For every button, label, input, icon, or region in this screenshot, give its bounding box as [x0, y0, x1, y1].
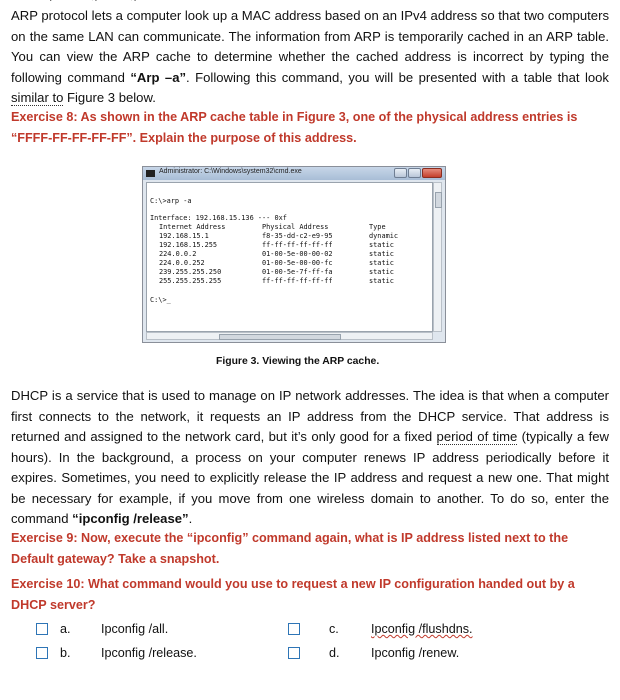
arp-row-ip: 192.168.15.255: [159, 241, 218, 249]
option-b-checkbox[interactable]: [36, 647, 48, 659]
cmd-prompt-line: C:\>arp -a: [150, 197, 192, 205]
header-physical-address: Physical Address: [262, 223, 329, 231]
cropped-header-text: [0, 0, 620, 1]
option-a-checkbox[interactable]: [36, 623, 48, 635]
arp-row-ip: 255.255.255.255: [159, 277, 222, 285]
arp-row-mac: 01-00-5e-7f-ff-fa: [262, 268, 333, 276]
cmd-window-figure: [142, 166, 446, 343]
arp-intro-paragraph: ARP protocol lets a computer look up a MAC address based on an IPv4 address so that two computers on the same LAN can communicate. The information from ARP is temporarily cached in an ARP table. You can view the ARP cache to determine whether the cached address is incorrect by typing the following command “Arp –a”. Following this command, you will be presented with a table that look similar to Figure 3 below.: [11, 8, 609, 105]
arp-row-type: static: [369, 241, 394, 249]
arp-row-mac: ff-ff-ff-ff-ff-ff: [262, 241, 333, 249]
arp-row-type: static: [369, 268, 394, 276]
option-c-text: Ipconfig /flushdns.: [371, 622, 473, 636]
vertical-scrollbar[interactable]: [433, 182, 442, 332]
arp-row-type: static: [369, 277, 394, 285]
option-b-text: Ipconfig /release.: [101, 646, 197, 660]
option-d-letter: d.: [329, 646, 340, 660]
header-internet-address: Internet Address: [159, 223, 226, 231]
arp-command: “Arp –a”: [130, 69, 187, 85]
arp-row-mac: f8-35-dd-c2-e9-95: [262, 232, 333, 240]
exercise-10: Exercise 10: What command would you use to request a new IP configuration handed out by a DHCP server?: [11, 577, 575, 612]
arp-row-mac: 01-00-5e-00-00-fc: [262, 259, 333, 267]
scroll-thumb[interactable]: [435, 192, 442, 208]
option-b-letter: b.: [60, 646, 71, 660]
arp-row-type: static: [369, 259, 394, 267]
maximize-icon: [408, 168, 421, 178]
arp-row-ip: 224.0.0.252: [159, 259, 205, 267]
option-a-letter: a.: [60, 622, 71, 636]
arp-row-ip: 192.168.15.1: [159, 232, 209, 240]
scroll-thumb[interactable]: [219, 334, 341, 340]
period-of-time-text: period of time: [436, 429, 518, 444]
option-d-text: Ipconfig /renew.: [371, 646, 460, 660]
option-c-letter: c.: [329, 622, 339, 636]
close-icon: [422, 168, 442, 178]
cmd-console: [146, 182, 433, 332]
minimize-icon: [394, 168, 407, 178]
option-d-checkbox[interactable]: [288, 647, 300, 659]
horizontal-scrollbar[interactable]: [146, 332, 433, 340]
exercise-8: Exercise 8: As shown in the ARP cache table in Figure 3, one of the physical address entries is “FFFF-FF-FF-FF-FF”. Explain the purpose of this address.: [11, 110, 578, 145]
arp-row-mac: ff-ff-ff-ff-ff-ff: [262, 277, 333, 285]
similar-to-text: similar to: [11, 90, 64, 105]
arp-row-ip: 224.0.0.2: [159, 250, 197, 258]
interface-line: Interface: 192.168.15.136 --- 0xf: [150, 214, 287, 222]
arp-row-type: dynamic: [369, 232, 399, 240]
window-controls: [394, 168, 442, 178]
arp-row-type: static: [369, 250, 394, 258]
dhcp-paragraph: DHCP is a service that is used to manage on IP network addresses. The idea is that when a computer first connects to the network, it requests an IP address from the DHCP service. That address is returned and assigned to the network card, but it’s only good for a fixed period of time (typically a few hours). In the background, a process on your computer renews IP address periodically before it expires. Sometimes, you need to explicitly release the IP address and request a new one. That might be necessary for example, if you move from one wireless domain to another. To do so, enter the command “ipconfig /release”.: [11, 388, 609, 526]
exercise-9: Exercise 9: Now, execute the “ipconfig” command again, what is IP address listed next to the Default gateway? Take a snapshot.: [11, 531, 569, 566]
arp-row-ip: 239.255.255.250: [159, 268, 222, 276]
cmd-title: Administrator: C:\Windows\system32\cmd.exe: [159, 168, 302, 175]
cmd-titlebar: [143, 167, 445, 180]
cmd-app-icon: [146, 170, 155, 177]
option-a-text: Ipconfig /all.: [101, 622, 169, 636]
arp-row-mac: 01-00-5e-00-00-02: [262, 250, 333, 258]
ipconfig-release-command: “ipconfig /release”: [72, 511, 189, 526]
option-c-checkbox[interactable]: [288, 623, 300, 635]
final-prompt: C:\>_: [150, 296, 171, 304]
header-type: Type: [369, 223, 386, 231]
figure-caption: Figure 3. Viewing the ARP cache.: [216, 356, 380, 367]
